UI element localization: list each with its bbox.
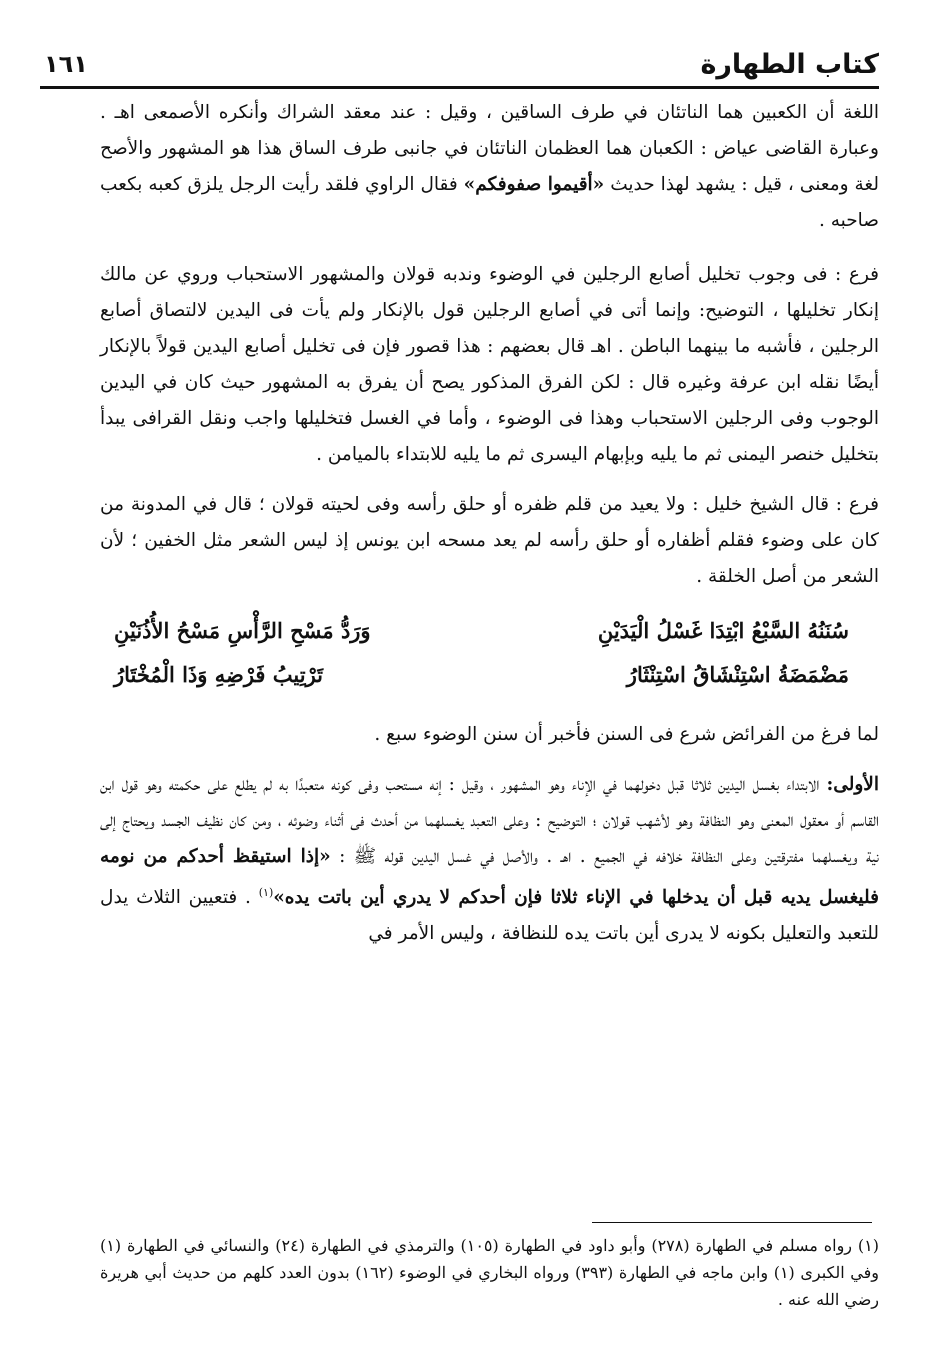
paragraph-ankle-definition xyxy=(100,95,879,239)
poem-line xyxy=(114,653,849,697)
paragraph-text: فرع : قال الشيخ خليل : ولا يعيد من قلم ظفره أو حلق رأسه وفى لحيته قولان ؛ قال في المدونة من كان على وضوء فقلم أظفاره أو حلق رأسه لم يعد مسحه ابن يونس إذ ليس الشعر مثل الخفين ؛ لأن الشعر من أصل الخلقة . xyxy=(100,494,879,587)
poem-hemistich: وَرَدُّ مَسْحِ الرَّأْسِ مَسْحُ الأُذُنَيْنِ xyxy=(114,618,371,643)
poem-hemistich: تَرْتِيبُ فَرْضِهِ وَذَا الْمُخْتَارُ xyxy=(114,662,324,687)
page-header xyxy=(40,36,879,89)
book-title: كتاب الطهارة xyxy=(700,49,879,80)
paragraph-text: الابتداء بغسل اليدين ثلاثا قبل دخولهما في الإناء وهو المشهور ، وقيل : إنه مستحب وفى كونه متعبدًا به لم يطلع على حكمته وهو قول ابن القاسم أو معقول المعنى وهو النظافة وهو لأشهب قولان ؛ التوضيح : وعلى التعبد يغسلهما من أحدث فى أثناء وضوئه ، ومن كان نظيف الجسد ويحتاج إلى نية ويغسلهما مفترقتين وعلى النظافة خلافه في الجميع . اهـ . والأصل في غسل اليدين قوله ﷺ : xyxy=(100,774,879,867)
footnote-divider xyxy=(592,1222,872,1223)
footnote: (١) رواه مسلم في الطهارة (٢٧٨) وأبو داود في الطهارة (١٠٥) والترمذي في الطهارة (٢٤) والنسائي في الطهارة (١) وفي الكبرى (١) وابن ماجه في الطهارة (٣٩٣) ورواه البخاري في الوضوء (١٦٢) بدون العدد كلهم من حديث أبي هريرة رضي الله عنه . xyxy=(100,1236,880,1309)
main-text xyxy=(100,95,879,966)
paragraph-sunan-intro xyxy=(100,717,879,753)
paragraph-text: فرع : فى وجوب تخليل أصابع الرجلين في الوضوء وندبه قولان والمشهور الاستحباب وروي عن مالك إنكار تخليلها ، التوضيح: وإنما أتى في أصابع الرجلين قول بالإنكار ولم يأت فى اليدين لالتصاق أصابع الرجلين ، فأشبه ما بينهما الباطن . اهـ قال بعضهم : هذا قصور فإن فى تخليل أصابع اليدين قولاً بالإنكار أيضًا نقله ابن عرفة وغيره قال : لكن الفرق المذكور يصح أن يفرق به المشهور حيث كان في اليدين الوجوب وفى الرجلين الاستحباب وهذا فى الوضوء ، وأما في الغسل فتخليلها واجب ونقل القرافى يبدأ بتخليل خنصر اليمنى ثم ما يليه وبإبهام اليسرى ثم ما يليه للابتداء بالميامن . xyxy=(100,264,879,465)
page-number: ١٦١ xyxy=(44,50,88,78)
poem-hemistich: مَضْمَضَةُ اسْتِنْشَاقُ اسْتِنْثَارُ xyxy=(626,662,849,687)
paragraph-lead: الأولى: xyxy=(826,774,879,795)
paragraph-toes-branch xyxy=(100,257,879,473)
paragraph-first-sunnah xyxy=(100,767,879,952)
paragraph-nails-branch xyxy=(100,487,879,595)
poem-verses xyxy=(114,609,849,697)
paragraph-text: . فتعيين الثلاث يدل للتعبد والتعليل بكونه لا يدرى أين باتت يده للنظافة ، وليس الأمر في xyxy=(100,887,879,945)
poem-hemistich: سُنَنُهُ السَّبْعُ ابْتِدَا غَسْلُ الْيَدَيْنِ xyxy=(597,618,849,643)
paragraph-text: فقال الراوي فلقد رأيت الرجل يلزق كعبه بكعب صاحبه . xyxy=(100,174,879,231)
footnote-marker: (١) xyxy=(258,886,274,899)
paragraph-text: اللغة أن الكعبين هما الناتئان في طرف الساقين ، وقيل : عند معقد الشراك وأنكره الأصمعى اهـ . وعبارة القاضى عياض : الكعبان هما العظمان الناتئان في جانبى طرف الساق هذا هو المشهور والأصح لغة ومعنى ، قيل : يشهد لهذا حديث xyxy=(100,102,879,195)
poem-line xyxy=(114,609,849,653)
hadith-quote: «إذا استيقظ أحدكم من نومه فليغسل يديه قبل أن يدخلها في الإناء ثلاثا فإن أحدكم لا يدري أين باتت يده» xyxy=(100,846,879,909)
paragraph-text: لما فرغ من الفرائض شرع فى السنن فأخبر أن سنن الوضوء سبع . xyxy=(374,724,879,745)
hadith-quote: «أقيموا صفوفكم» xyxy=(463,174,605,195)
